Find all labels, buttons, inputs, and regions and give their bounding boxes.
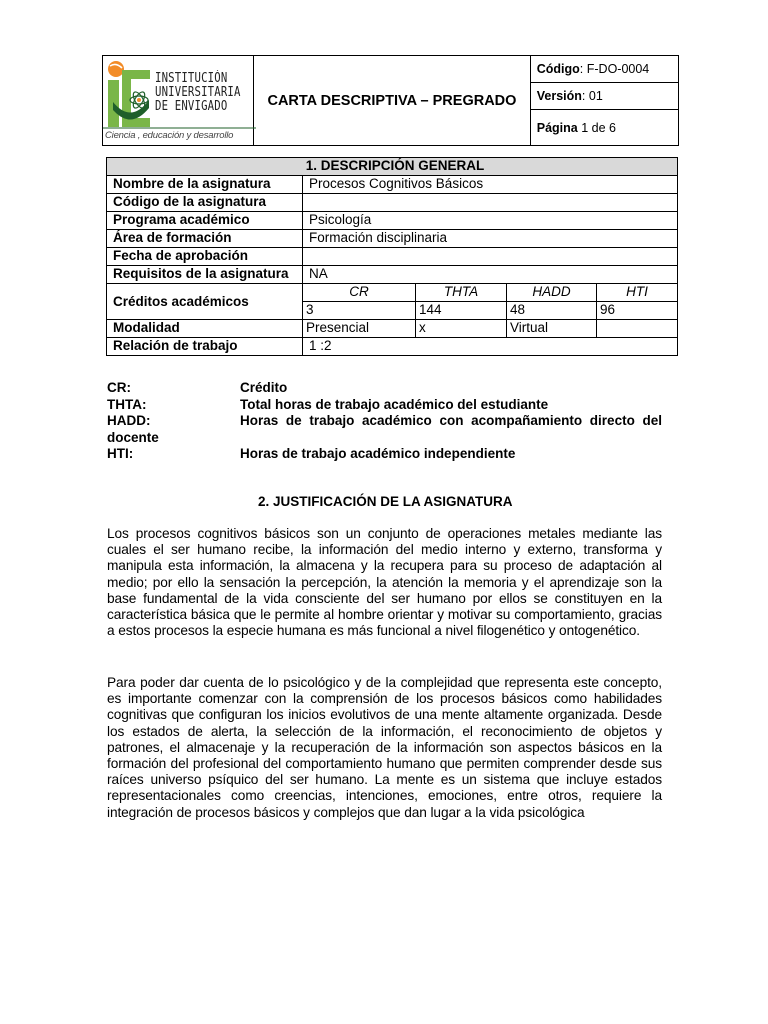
- legend-key: THTA:: [107, 396, 147, 412]
- table-row: [107, 176, 678, 194]
- table-row: [107, 212, 678, 230]
- modality-row: [107, 320, 678, 338]
- legend-key: HTI:: [107, 446, 134, 461]
- row-value: Psicología: [303, 212, 678, 230]
- row-label: Fecha de aprobación: [107, 248, 303, 266]
- legend-item: [107, 413, 662, 446]
- work-relation-label: Relación de trabajo: [107, 338, 303, 356]
- modality-virtual-mark: [597, 320, 678, 338]
- credits-value-cr: 3: [303, 302, 416, 320]
- credits-value-hti: 96: [597, 302, 678, 320]
- logo-line-3: DE ENVIGADO: [155, 99, 228, 114]
- legend-key: CR:: [107, 380, 131, 395]
- version-value: : 01: [581, 89, 603, 103]
- work-relation-value: 1 :2: [303, 338, 678, 356]
- credits-header-hti: HTI: [597, 284, 678, 302]
- credits-header-hadd: HADD: [507, 284, 597, 302]
- legend-value: Horas de trabajo académico independiente: [240, 446, 516, 461]
- logo-line-2: UNIVERSITARIA: [155, 85, 241, 100]
- justification-paragraph-2: Para poder dar cuenta de lo psicológico y de la complejidad que representa este concepto, es importante comenzar con la comprensión de los procesos básicos como habilidades cognitivas que configuran los inicios evolutivos de una mente altamente organizada. Desde los estados de alerta, la selección de la información, el reconocimiento de objetos y patrones, el almacenaje y la recuperación de la información son aspectos básicos en la formación del profesional del comportamiento humano que permiten comprender desde sus raíces universo psíquico del ser humano. La mente es un sistema que incluye estados representacionales como creencias, intenciones, emociones, entre otros, requiere la integración de procesos básicos y complejos que dan lugar a la vida psicológica: [107, 675, 662, 820]
- legend-value: Total horas de trabajo académico del estudiante: [240, 396, 549, 412]
- institution-logo: [103, 56, 256, 145]
- modality-presencial-mark: x: [416, 320, 507, 338]
- modality-label: Modalidad: [107, 320, 303, 338]
- logo-tagline: Ciencia , educación y desarrollo: [105, 130, 234, 141]
- work-relation-row: [107, 338, 678, 356]
- row-value: Procesos Cognitivos Básicos: [303, 176, 678, 194]
- version-label: Versión: [536, 89, 582, 103]
- page-label: Página: [536, 120, 578, 135]
- document-header: [102, 55, 679, 146]
- row-label: Código de la asignatura: [107, 194, 303, 212]
- credits-label: Créditos académicos: [107, 284, 303, 320]
- logo-text: [155, 71, 241, 114]
- table-row: [107, 194, 678, 212]
- modality-virtual: Virtual: [507, 320, 597, 338]
- row-label: Área de formación: [107, 230, 303, 248]
- legend-value: Crédito: [240, 380, 288, 395]
- legend-value: Horas de trabajo académico con acompañamiento directo del docente: [107, 413, 662, 445]
- credits-header-cr: CR: [303, 284, 416, 302]
- row-label: Programa académico: [107, 212, 303, 230]
- logo-line-1: INSTITUCIÓN: [155, 71, 228, 86]
- row-label: Requisitos de la asignatura: [107, 266, 303, 284]
- credits-header-thta: THTA: [416, 284, 507, 302]
- credits-value-hadd: 48: [507, 302, 597, 320]
- credits-header-row: [107, 284, 678, 302]
- legend-item: [107, 397, 662, 414]
- abbreviation-legend: [107, 380, 662, 463]
- table-row: [107, 248, 678, 266]
- row-label: Nombre de la asignatura: [107, 176, 303, 194]
- logo-cell: [103, 56, 254, 146]
- legend-item: [107, 446, 662, 463]
- version-cell: [530, 83, 678, 110]
- page-cell: [530, 110, 678, 146]
- row-value: [303, 248, 678, 266]
- modality-presencial: Presencial: [303, 320, 416, 338]
- row-value: [303, 194, 678, 212]
- section2-title: 2. JUSTIFICACIÓN DE LA ASIGNATURA: [258, 494, 513, 509]
- credits-value-thta: 144: [416, 302, 507, 320]
- row-value: NA: [303, 266, 678, 284]
- page-value: 1 de 6: [577, 120, 616, 135]
- code-value: : F-DO-0004: [579, 62, 650, 76]
- section1-title: 1. DESCRIPCIÓN GENERAL: [107, 158, 678, 176]
- justification-paragraph-1: Los procesos cognitivos básicos son un conjunto de operaciones metales mediante las cuales el ser humano recibe, la información del medio interno y externo, transforma y manipula esta información, la almacena y la recupera para su proceso de adaptación al medio; por ello la sensación la percepción, la atención la memoria y el aprendizaje son la base fundamental de la vida consciente del ser humano por ellos se constituyen en la característica básica que le permite al hombre orientar y motivar su comportamiento, gracias a estos procesos la especie humana es más funcional a nivel filogenético y ontogenético.: [107, 526, 662, 639]
- legend-item: [107, 380, 662, 397]
- table-row: [107, 230, 678, 248]
- code-label: Código: [536, 62, 580, 76]
- table-row: [107, 266, 678, 284]
- code-cell: [530, 56, 678, 83]
- document-title: CARTA DESCRIPTIVA – PREGRADO: [254, 56, 531, 146]
- row-value: Formación disciplinaria: [303, 230, 678, 248]
- legend-key: HADD:: [107, 413, 151, 428]
- general-description-table: [106, 157, 678, 356]
